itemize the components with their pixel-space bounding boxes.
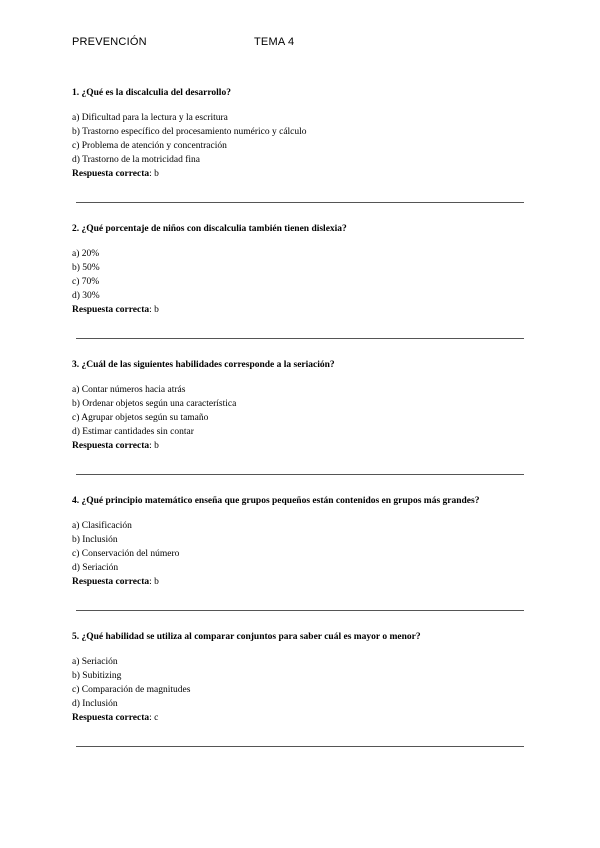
option-c: c) 70% (72, 277, 100, 287)
answer-label: Respuesta correcta (72, 441, 150, 451)
answer-value: b (154, 169, 159, 179)
option-c: c) Conservación del número (72, 549, 180, 559)
correct-answer: Respuesta correcta: c (72, 713, 159, 723)
option-a: a) Clasificación (72, 521, 132, 531)
header-subject: PREVENCIÓN (72, 36, 147, 48)
option-b: b) Ordenar objetos según una característica (72, 399, 237, 409)
question-5 (72, 630, 524, 766)
option-d: d) 30% (72, 291, 100, 301)
question-title: 1. ¿Qué es la discalculia del desarrollo? (72, 88, 231, 98)
answer-value: c (154, 713, 159, 723)
answer-value: b (154, 305, 159, 315)
divider (76, 474, 524, 475)
option-d: d) Seriación (72, 563, 119, 573)
header-topic: TEMA 4 (254, 36, 295, 48)
option-b: b) Subitizing (72, 671, 122, 681)
option-c: c) Problema de atención y concentración (72, 141, 227, 151)
question-title: 4. ¿Qué principio matemático enseña que grupos pequeños están contenidos en grupos más grandes? (72, 496, 480, 506)
answer-label: Respuesta correcta (72, 305, 150, 315)
divider (76, 338, 524, 339)
answer-label: Respuesta correcta (72, 713, 150, 723)
option-d: d) Inclusión (72, 699, 118, 709)
option-a: a) Seriación (72, 657, 118, 667)
question-title: 2. ¿Qué porcentaje de niños con discalculia también tienen dislexia? (72, 224, 347, 234)
correct-answer: Respuesta correcta: b (72, 577, 159, 587)
option-d: d) Trastorno de la motricidad fina (72, 155, 200, 165)
question-1 (72, 86, 524, 222)
option-b: b) Trastorno específico del procesamiento numérico y cálculo (72, 127, 307, 137)
option-b: b) 50% (72, 263, 100, 273)
answer-label: Respuesta correcta (72, 169, 150, 179)
option-a: a) Contar números hacia atrás (72, 385, 186, 395)
divider (76, 610, 524, 611)
answer-value: b (154, 577, 159, 587)
divider (76, 746, 524, 747)
option-a: a) Dificultad para la lectura y la escritura (72, 113, 228, 123)
option-c: c) Comparación de magnitudes (72, 685, 191, 695)
question-title: 5. ¿Qué habilidad se utiliza al comparar conjuntos para saber cuál es mayor o menor? (72, 632, 421, 642)
correct-answer: Respuesta correcta: b (72, 169, 159, 179)
correct-answer: Respuesta correcta: b (72, 441, 159, 451)
question-4 (72, 494, 524, 630)
correct-answer: Respuesta correcta: b (72, 305, 159, 315)
answer-label: Respuesta correcta (72, 577, 150, 587)
option-d: d) Estimar cantidades sin contar (72, 427, 194, 437)
option-c: c) Agrupar objetos según su tamaño (72, 413, 209, 423)
option-a: a) 20% (72, 249, 100, 259)
option-b: b) Inclusión (72, 535, 118, 545)
divider (76, 202, 524, 203)
question-title: 3. ¿Cuál de las siguientes habilidades corresponde a la seriación? (72, 360, 335, 370)
question-list (72, 86, 524, 766)
question-2 (72, 222, 524, 358)
answer-value: b (154, 441, 159, 451)
question-3 (72, 358, 524, 494)
